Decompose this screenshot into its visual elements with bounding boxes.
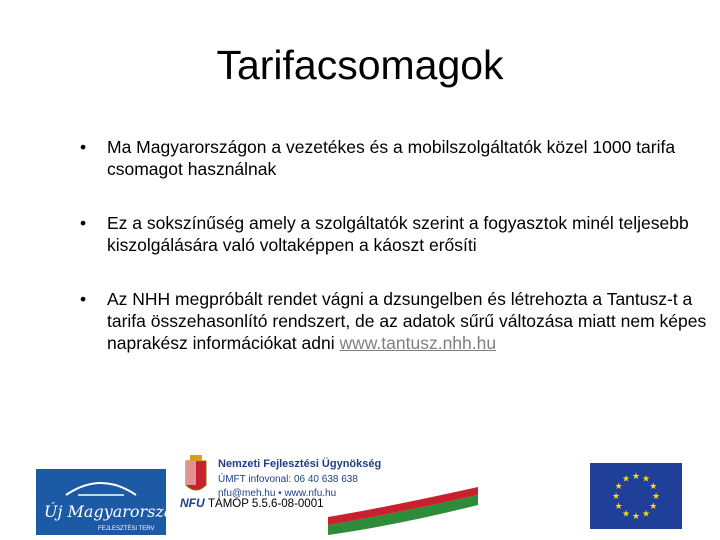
uj-magyarorszag-logo: [36, 469, 184, 535]
eu-star-icon: ★: [614, 482, 623, 492]
eu-star-icon: ★: [641, 474, 651, 485]
eu-star-icon: ★: [649, 482, 658, 492]
bullet-item: [80, 212, 710, 256]
eu-star-icon: ★: [651, 492, 661, 502]
eu-star-icon: ★: [631, 472, 641, 482]
footer-logos: [0, 455, 720, 540]
uj-logo-sub: FEJLESZTÉSI TERV: [98, 526, 155, 532]
bullet-item: [80, 288, 710, 354]
eu-star-icon: ★: [621, 509, 631, 520]
eu-star-icon: ★: [614, 502, 623, 512]
nfu-abbr: NFU: [180, 496, 205, 510]
tamop-code: TÁMOP 5.5.6-08-0001: [208, 498, 324, 510]
eu-flag-icon: [590, 463, 682, 529]
slide-title: Tarifacsomagok: [216, 42, 504, 88]
eu-star-icon: ★: [631, 512, 641, 522]
nfu-info-line: ÚMFT infovonal: 06 40 638 638: [218, 474, 358, 485]
nfu-block: [178, 455, 478, 535]
eu-star-icon: ★: [611, 492, 621, 502]
flag-ribbon-graphic: [328, 495, 478, 535]
bullet-symbol: •: [80, 213, 87, 233]
uj-logo-text: Új Magyarország: [44, 502, 184, 521]
eu-star-icon: ★: [621, 474, 631, 485]
nfu-contact-line: nfu@meh.hu • www.nfu.hu: [218, 488, 337, 499]
tantusz-link[interactable]: www.tantusz.nhh.hu: [339, 333, 497, 353]
nfu-title: Nemzeti Fejlesztési Ügynökség: [218, 458, 382, 470]
bullet-text: Az NHH megpróbált rendet vágni a dzsungelben és létrehozta a Tantusz-t a tarifa összehasonlító rendszert, de az adatok sűrű változása miatt nem képes naprakész információkat adni: [107, 289, 707, 353]
eu-star-icon: ★: [649, 502, 658, 512]
bullet-text: Ez a sokszínűség amely a szolgáltatók szerint a fogyasztok minél teljesebb kiszolgálására való voltaképpen a káoszt erősíti: [107, 213, 689, 255]
bullet-text: Ma Magyarországon a vezetékes és a mobilszolgáltatók közel 1000 tarifa csomagot használnak: [107, 137, 676, 179]
bullet-symbol: •: [80, 289, 87, 309]
bullet-item: [80, 136, 710, 180]
eu-star-icon: ★: [641, 509, 651, 520]
bullet-list: [80, 136, 710, 354]
bullet-symbol: •: [80, 137, 87, 157]
